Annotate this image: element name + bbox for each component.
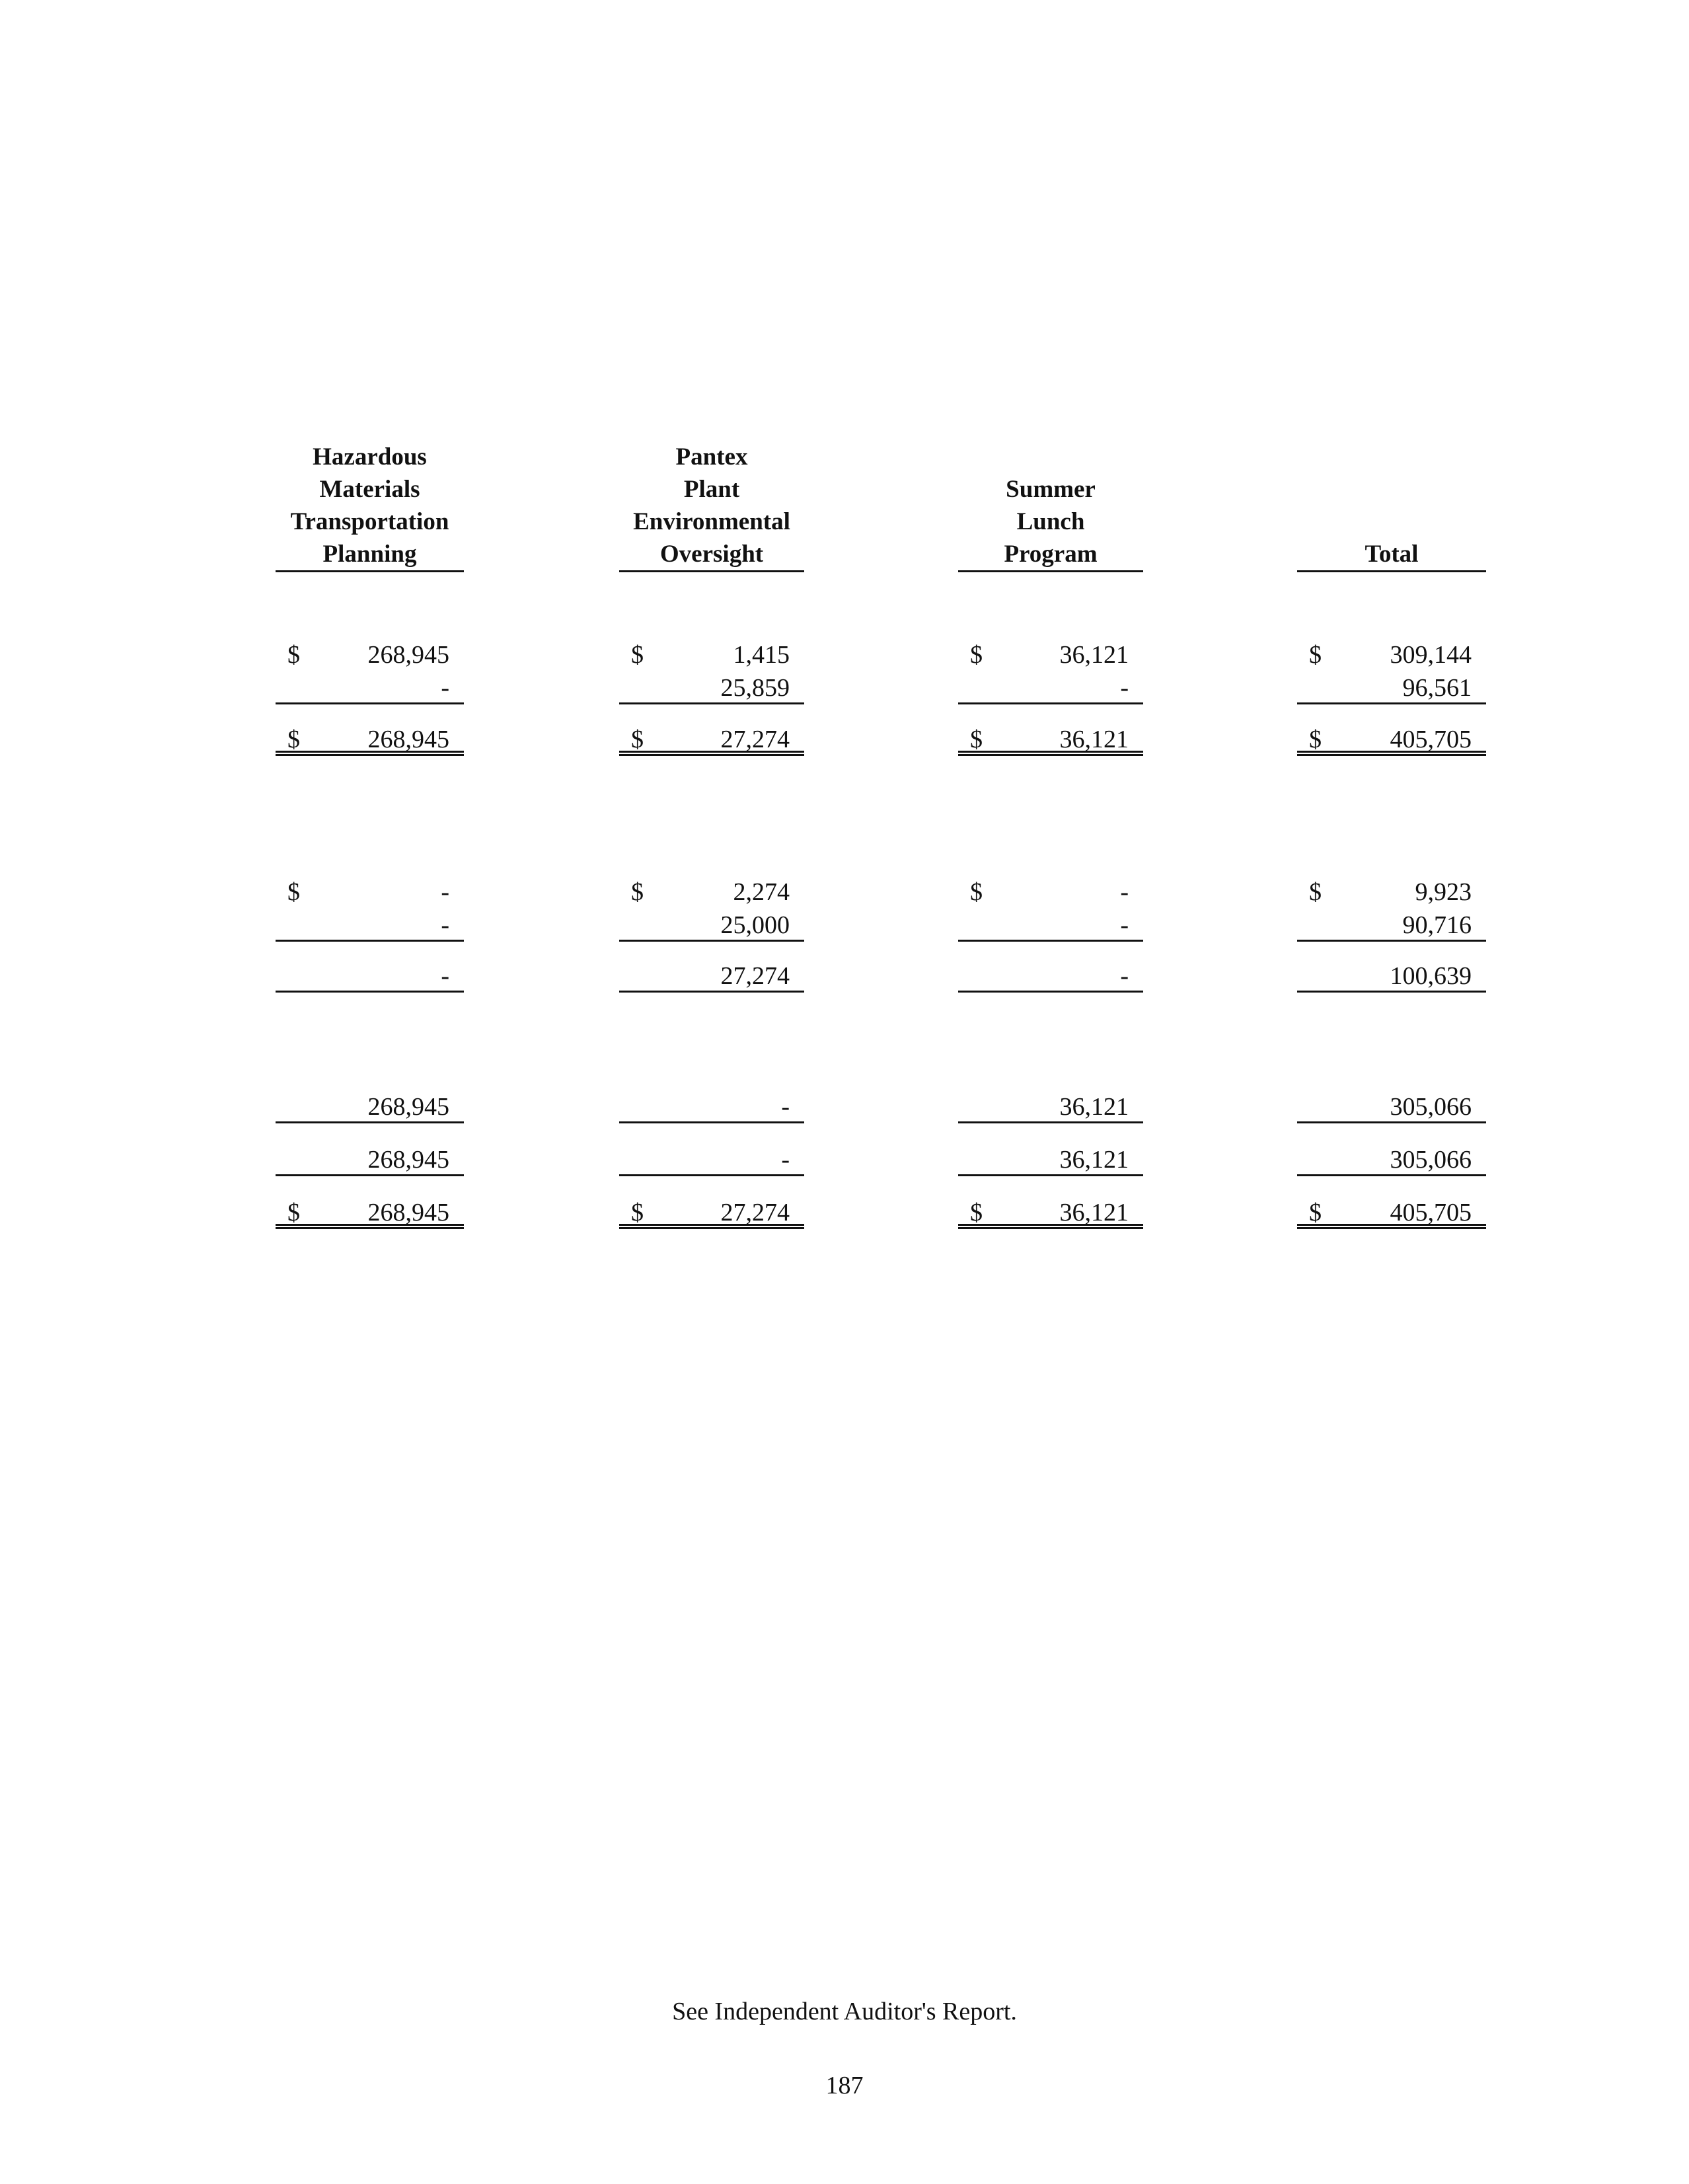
total-section3-total-cell: [1297, 1196, 1486, 1229]
summer-lunch-section1-row2-cell: [958, 671, 1143, 704]
amount-value: -: [1120, 962, 1129, 990]
amount-value: -: [441, 962, 449, 990]
total-section2-row2-cell: [1297, 909, 1486, 942]
header-line: Planning: [276, 538, 464, 572]
total-section1-row1-cell: [1297, 638, 1486, 671]
summer-lunch-column-header: [958, 440, 1143, 572]
hazardous-materials-section3-row2-cell: [276, 1143, 464, 1176]
total-section3-row2-cell: [1297, 1143, 1486, 1176]
amount-value: 268,945: [367, 1199, 449, 1226]
pantex-plant-section1-row1-cell: [619, 638, 804, 671]
amount-value: -: [781, 1146, 790, 1174]
pantex-plant-section3-total-cell: [619, 1196, 804, 1229]
dollar-sign: $: [1309, 878, 1322, 906]
amount-value: 309,144: [1390, 641, 1472, 669]
header-line: Summer: [1006, 476, 1096, 503]
dollar-sign: $: [287, 1199, 300, 1226]
pantex-plant-section1-total-cell: [619, 723, 804, 756]
amount-value: 25,000: [720, 911, 790, 939]
total-section1-row2-cell: [1297, 671, 1486, 704]
dollar-sign: $: [1309, 1199, 1322, 1226]
pantex-plant-column-header: [619, 440, 804, 572]
amount-value: 96,561: [1402, 674, 1472, 702]
amount-value: 27,274: [720, 1199, 790, 1226]
amount-value: 27,274: [720, 726, 790, 753]
header-line: Transportation: [290, 508, 449, 535]
amount-value: 27,274: [720, 962, 790, 990]
dollar-sign: $: [970, 726, 983, 753]
header-line: Hazardous: [313, 443, 427, 471]
amount-value: -: [1120, 911, 1129, 939]
summer-lunch-section3-row2-cell: [958, 1143, 1143, 1176]
hazardous-materials-section3-total-cell: [276, 1196, 464, 1229]
dollar-sign: $: [970, 641, 983, 669]
pantex-plant-section3-row2-cell: [619, 1143, 804, 1176]
dollar-sign: $: [631, 1199, 644, 1226]
amount-value: 1,415: [733, 641, 790, 669]
amount-value: 305,066: [1390, 1093, 1472, 1121]
amount-value: 36,121: [1059, 1093, 1129, 1121]
header-line: Plant: [683, 476, 740, 503]
summer-lunch-section2-row2-cell: [958, 909, 1143, 942]
amount-value: 268,945: [367, 641, 449, 669]
amount-value: -: [1120, 878, 1129, 906]
hazardous-materials-section1-total-cell: [276, 723, 464, 756]
header-line: Total: [1297, 538, 1486, 572]
amount-value: 36,121: [1059, 1199, 1129, 1226]
dollar-sign: $: [287, 726, 300, 753]
auditor-report-note: See Independent Auditor's Report.: [672, 1998, 1017, 2025]
total-column-header: [1297, 440, 1486, 572]
dollar-sign: $: [287, 878, 300, 906]
dollar-sign: $: [287, 641, 300, 669]
hazardous-materials-section1-row1-cell: [276, 638, 464, 671]
dollar-sign: $: [1309, 726, 1322, 753]
summer-lunch-section1-total-cell: [958, 723, 1143, 756]
pantex-plant-section3-row1-cell: [619, 1090, 804, 1123]
page-number: 187: [825, 2072, 864, 2099]
amount-value: -: [1120, 674, 1129, 702]
amount-value: 25,859: [720, 674, 790, 702]
hazardous-materials-section2-total-cell: [276, 960, 464, 993]
pantex-plant-section1-row2-cell: [619, 671, 804, 704]
total-section3-row1-cell: [1297, 1090, 1486, 1123]
total-section1-total-cell: [1297, 723, 1486, 756]
dollar-sign: $: [631, 726, 644, 753]
header-line: Lunch: [1016, 508, 1085, 535]
amount-value: 36,121: [1059, 1146, 1129, 1174]
total-section2-total-cell: [1297, 960, 1486, 993]
dollar-sign: $: [631, 878, 644, 906]
amount-value: 405,705: [1390, 1199, 1472, 1226]
summer-lunch-section3-row1-cell: [958, 1090, 1143, 1123]
amount-value: 268,945: [367, 1093, 449, 1121]
amount-value: 305,066: [1390, 1146, 1472, 1174]
summer-lunch-section1-row1-cell: [958, 638, 1143, 671]
summer-lunch-section3-total-cell: [958, 1196, 1143, 1229]
header-line: Materials: [319, 476, 420, 503]
amount-value: 268,945: [367, 1146, 449, 1174]
dollar-sign: $: [631, 641, 644, 669]
amount-value: 405,705: [1390, 726, 1472, 753]
amount-value: -: [441, 911, 449, 939]
amount-value: 100,639: [1390, 962, 1472, 990]
hazardous-materials-section2-row1-cell: [276, 876, 464, 909]
total-section2-row1-cell: [1297, 876, 1486, 909]
dollar-sign: $: [1309, 641, 1322, 669]
hazardous-materials-section3-row1-cell: [276, 1090, 464, 1123]
pantex-plant-section2-total-cell: [619, 960, 804, 993]
amount-value: 36,121: [1059, 641, 1129, 669]
hazardous-materials-column-header: [276, 440, 464, 572]
amount-value: 36,121: [1059, 726, 1129, 753]
summer-lunch-section2-row1-cell: [958, 876, 1143, 909]
header-line: Oversight: [619, 538, 804, 572]
header-line: Environmental: [633, 508, 790, 535]
amount-value: 268,945: [367, 726, 449, 753]
dollar-sign: $: [970, 1199, 983, 1226]
pantex-plant-section2-row1-cell: [619, 876, 804, 909]
amount-value: 90,716: [1402, 911, 1472, 939]
amount-value: 9,923: [1415, 878, 1472, 906]
amount-value: 2,274: [733, 878, 790, 906]
hazardous-materials-section1-row2-cell: [276, 671, 464, 704]
summer-lunch-section2-total-cell: [958, 960, 1143, 993]
amount-value: -: [781, 1093, 790, 1121]
header-line: Pantex: [675, 443, 748, 471]
amount-value: -: [441, 674, 449, 702]
header-line: Program: [958, 538, 1143, 572]
dollar-sign: $: [970, 878, 983, 906]
amount-value: -: [441, 878, 449, 906]
hazardous-materials-section2-row2-cell: [276, 909, 464, 942]
pantex-plant-section2-row2-cell: [619, 909, 804, 942]
